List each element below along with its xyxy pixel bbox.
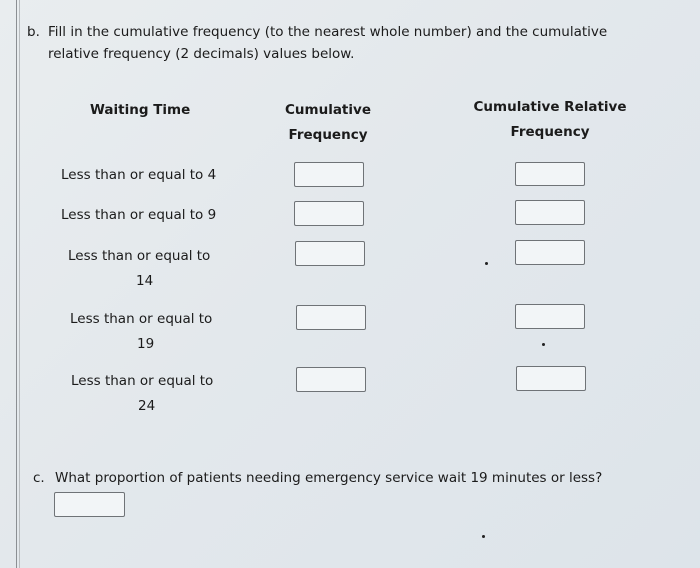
left-border-inner [19, 0, 20, 568]
row-label-14-line1: Less than or equal to [68, 248, 211, 264]
cumulative-relative-frequency-input-9[interactable] [515, 200, 585, 225]
row-label-9: Less than or equal to 9 [61, 207, 217, 223]
header-cumulative-line2: Frequency [288, 127, 368, 143]
header-cumulative-line1: Cumulative [285, 102, 371, 118]
header-waiting-time: Waiting Time [90, 102, 191, 118]
row-label-24-line2: 24 [138, 398, 156, 414]
cumulative-frequency-input-24[interactable] [296, 367, 366, 392]
part-b-instruction-line1: Fill in the cumulative frequency (to the nearest whole number) and the cumulative [48, 24, 608, 40]
cumulative-relative-frequency-input-4[interactable] [515, 162, 585, 186]
row-label-19-line2: 19 [137, 336, 155, 352]
row-label-19-line1: Less than or equal to [70, 311, 213, 327]
proportion-answer-input[interactable] [54, 492, 125, 517]
stray-dot [542, 343, 545, 346]
row-label-14-line2: 14 [136, 273, 154, 289]
stray-dot [482, 535, 485, 538]
stray-dot [485, 262, 488, 265]
cumulative-relative-frequency-input-24[interactable] [516, 366, 586, 391]
cumulative-relative-frequency-input-19[interactable] [515, 304, 585, 329]
part-c-letter: c. [33, 470, 45, 486]
left-border [16, 0, 17, 568]
cumulative-frequency-input-4[interactable] [294, 162, 364, 187]
part-b-letter: b. [27, 24, 40, 40]
part-c-question: What proportion of patients needing emergency service wait 19 minutes or less? [55, 470, 603, 486]
row-label-4: Less than or equal to 4 [61, 167, 217, 183]
row-label-24-line1: Less than or equal to [71, 373, 214, 389]
cumulative-relative-frequency-input-14[interactable] [515, 240, 585, 265]
header-relative-line2: Frequency [510, 124, 590, 140]
cumulative-frequency-input-19[interactable] [296, 305, 366, 330]
header-relative-line1: Cumulative Relative [473, 99, 627, 115]
cumulative-frequency-input-14[interactable] [295, 241, 365, 266]
part-b-instruction-line2: relative frequency (2 decimals) values below. [48, 46, 355, 62]
cumulative-frequency-input-9[interactable] [294, 201, 364, 226]
